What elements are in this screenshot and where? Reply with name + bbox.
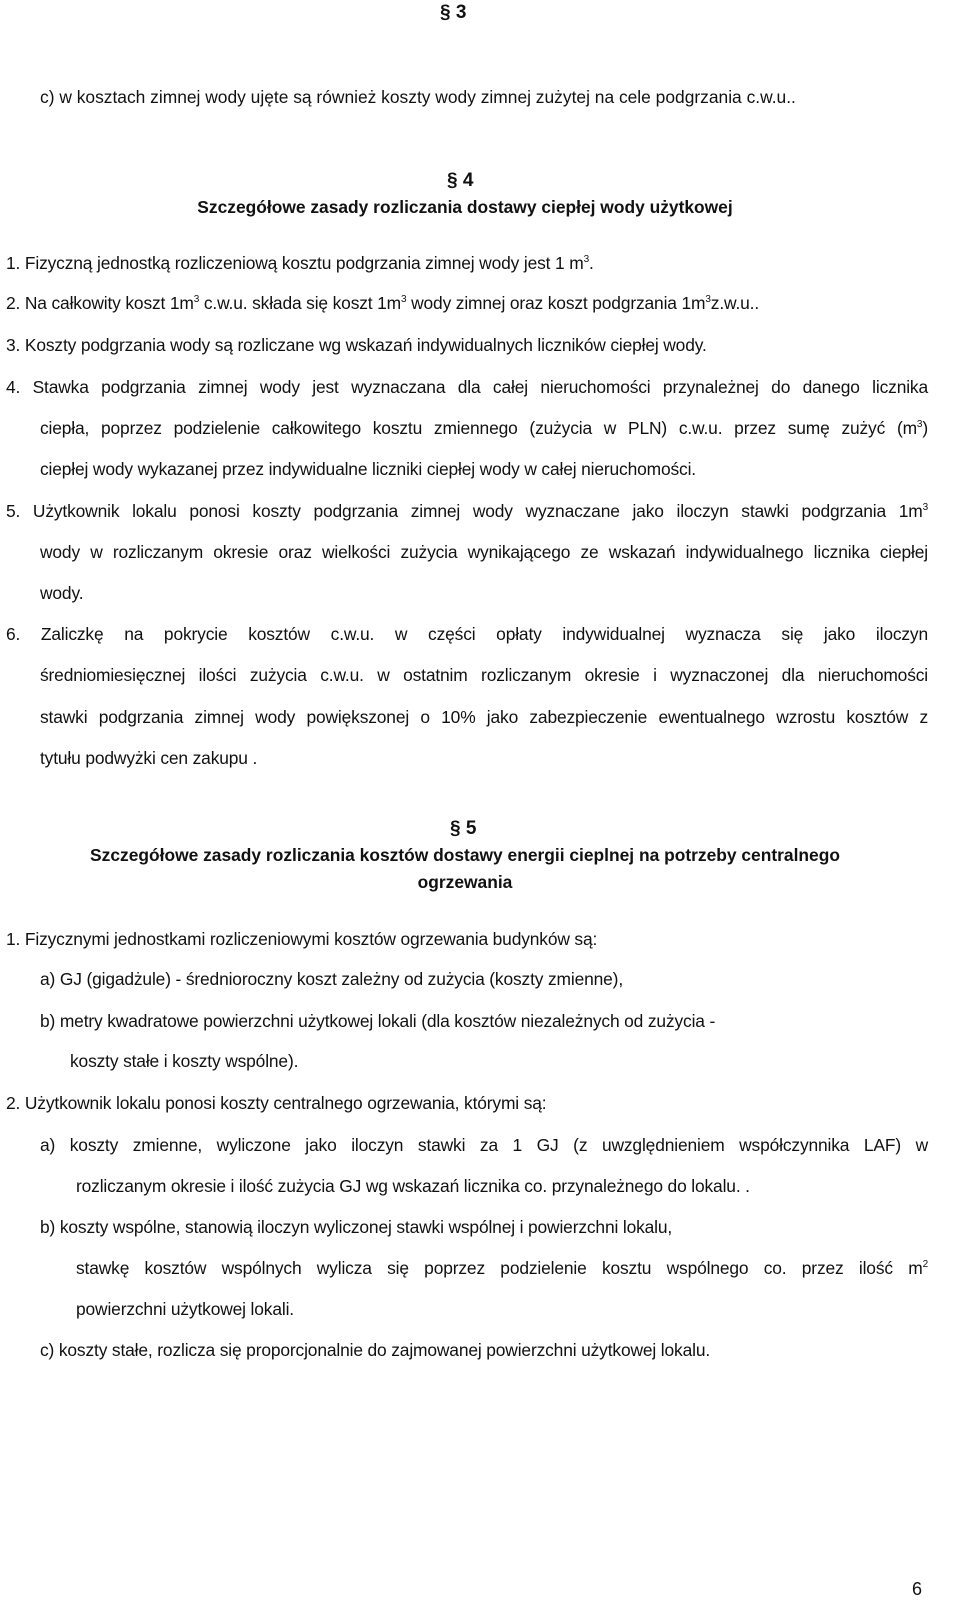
s4-point-6-line-2: średniomiesięcznej ilości zużycia c.w.u. w ostatnim rozliczanym okresie i wyznaczonej dla nieruchomości <box>40 665 928 685</box>
s4-point-4-line-1: 4. Stawka podgrzania zimnej wody jest wyznaczana dla całej nieruchomości przynależnej do danego licznika <box>6 377 928 397</box>
s4-point-3: 3. Koszty podgrzania wody są rozliczane wg wskazań indywidualnych liczników ciepłej wody. <box>6 335 707 355</box>
s4-point-2: 2. Na całkowity koszt $1m^3$ c.w.u. składa się koszt $1m^3$ wody zimnej oraz koszt podgrzania $1m^3z.w.u$.. <box>6 293 760 313</box>
section-5-heading: § 5 <box>450 818 477 839</box>
s5-point-2a-line-1: a) koszty zmienne, wyliczone jako iloczyn stawki za 1 GJ (z uwzględnieniem współczynnika LAF) w <box>40 1135 928 1155</box>
s4-point-6-line-4: tytułu podwyżki cen zakupu . <box>40 748 258 768</box>
section-4-heading: § 4 <box>447 170 474 191</box>
intro-point-c: c) w kosztach zimnej wody ujęte są również koszty wody zimnej zużytej na cele podgrzania c.w.u.. <box>40 87 796 107</box>
s4-point-6-line-1: 6. Zaliczkę na pokrycie kosztów c.w.u. w części opłaty indywidualnej wyznacza się jako iloczyn <box>6 624 928 644</box>
s4-point-5-line-1: 5. Użytkownik lokalu ponosi koszty podgrzania zimnej wody wyznaczane jako iloczyn stawki podgrzania $1m^3$ <box>6 501 928 521</box>
s5-point-2b-line-2: stawkę kosztów wspólnych wylicza się poprzez podzielenie kosztu wspólnego co. przez ilość $m^2$ <box>76 1258 928 1278</box>
s4-point-5-line-2: wody w rozliczanym okresie oraz wielkości zużycia wynikającego ze wskazań indywidualnego licznika ciepłej <box>40 542 928 562</box>
s5-point-2b-line-1: b) koszty wspólne, stanowią iloczyn wyliczonej stawki wspólnej i powierzchni lokalu, <box>40 1217 673 1237</box>
s5-point-1b-line-1: b) metry kwadratowe powierzchni użytkowej lokali (dla kosztów niezależnych od zużycia - <box>40 1011 716 1031</box>
s5-point-2c: c) koszty stałe, rozlicza się proporcjonalnie do zajmowanej powierzchni użytkowej lokalu. <box>40 1340 711 1360</box>
section-3-heading: § 3 <box>440 2 467 23</box>
s4-point-5-line-3: wody. <box>40 583 84 603</box>
page-number: 6 <box>912 1579 923 1599</box>
section-5-title-line-2: ogrzewania <box>417 872 513 892</box>
s5-point-1a: a) GJ (gigadżule) - średnioroczny koszt zależny od zużycia (koszty zmienne), <box>40 969 624 989</box>
s4-point-4-line-2: ciepła, poprzez podzielenie całkowitego kosztu zmiennego (zużycia w PLN) c.w.u. przez sumę zużyć $(m^3)$ <box>40 418 928 438</box>
s4-point-1: 1. Fizyczną jednostką rozliczeniową kosztu podgrzania zimnej wody jest 1 $m^3$. <box>6 253 594 273</box>
s5-point-1: 1. Fizycznymi jednostkami rozliczeniowymi kosztów ogrzewania budynków są: <box>6 929 598 949</box>
s5-point-2b-line-3: powierzchni użytkowej lokali. <box>76 1299 294 1319</box>
section-4-title: Szczegółowe zasady rozliczania dostawy ciepłej wody użytkowej <box>197 197 733 217</box>
s4-point-4-line-3: ciepłej wody wykazanej przez indywidualne liczniki ciepłej wody w całej nieruchomości. <box>40 459 696 479</box>
s4-point-6-line-3: stawki podgrzania zimnej wody powiększonej o 10% jako zabezpieczenie ewentualnego wzrostu kosztów z <box>40 707 928 727</box>
section-5-title-line-1: Szczegółowe zasady rozliczania kosztów dostawy energii cieplnej na potrzeby centralnego <box>90 845 840 865</box>
s5-point-1b-line-2: koszty stałe i koszty wspólne). <box>70 1051 299 1071</box>
s5-point-2: 2. Użytkownik lokalu ponosi koszty centralnego ogrzewania, którymi są: <box>6 1093 547 1113</box>
s5-point-2a-line-2: rozliczanym okresie i ilość zużycia GJ wg wskazań licznika co. przynależnego do lokalu. . <box>76 1176 750 1196</box>
